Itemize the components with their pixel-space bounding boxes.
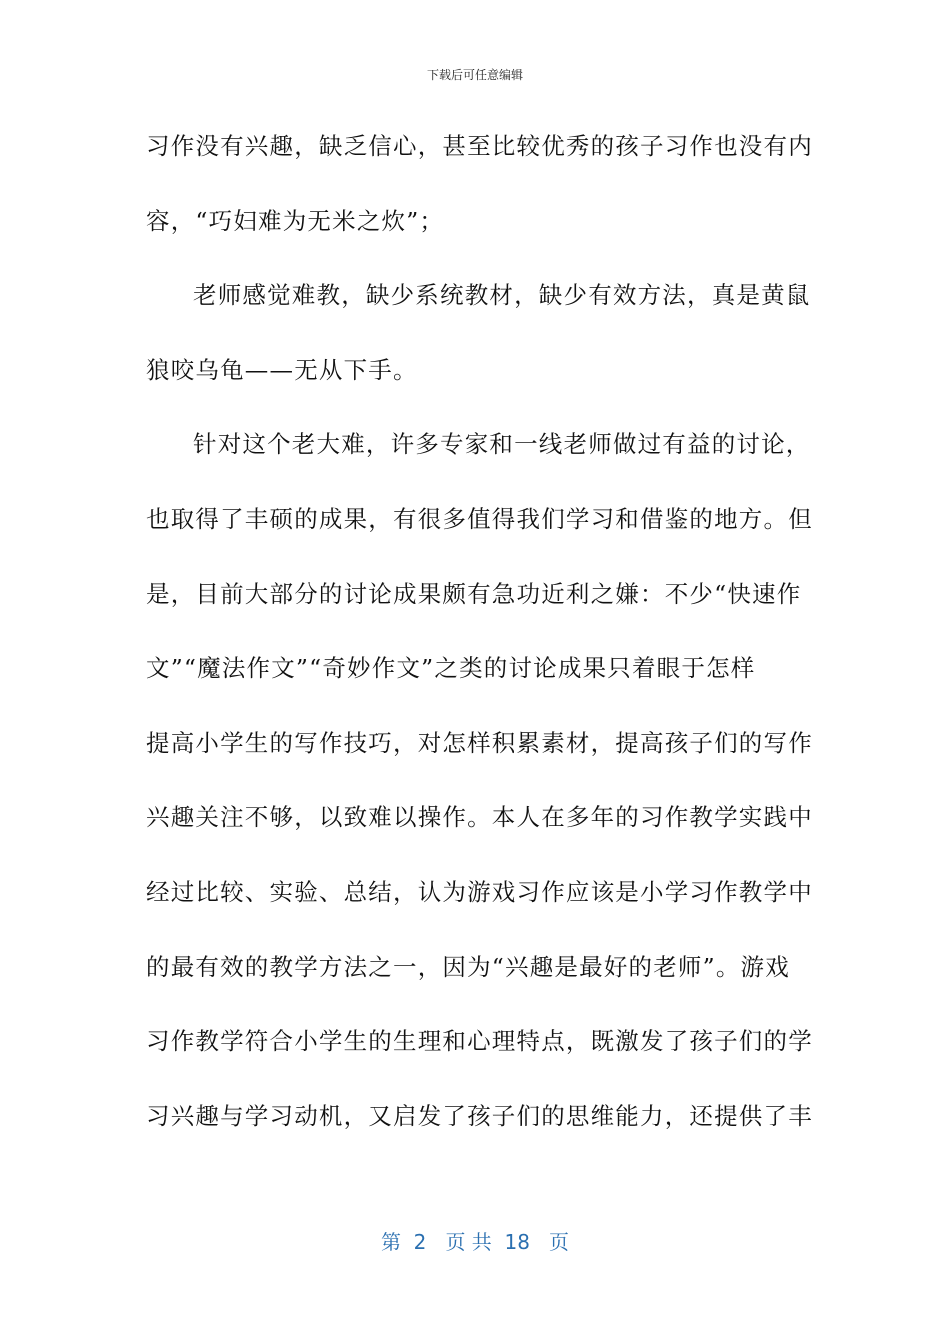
- text-line: 提高小学生的写作技巧，对怎样积累素材，提高孩子们的写作: [146, 728, 813, 757]
- text-line: 是，目前大部分的讨论成果颇有急功近利之嫌：不少“快速作: [146, 579, 802, 608]
- text-line: 习作没有兴趣，缺乏信心，甚至比较优秀的孩子习作也没有内: [146, 132, 813, 160]
- text-line: 习作教学符合小学生的生理和心理特点，既激发了孩子们的学: [146, 1027, 813, 1056]
- text-line: 狼咬乌龟——无从下手。: [146, 355, 418, 384]
- text-line: 针对这个老大难，许多专家和一线老师做过有益的讨论，: [193, 430, 811, 459]
- text-line: 文”“魔法作文”“奇妙作文”之类的讨论成果只着眼于怎样: [146, 654, 756, 683]
- document-body: [146, 128, 813, 1172]
- text-line: 也取得了丰硕的成果，有很多值得我们学习和借鉴的地方。但: [146, 504, 813, 533]
- page-number-footer: 第 2 页 共 18 页: [380, 1230, 570, 1254]
- text-line: 兴趣关注不够，以致难以操作。本人在多年的习作教学实践中: [146, 803, 813, 832]
- page-header: 下载后可任意编辑: [426, 68, 523, 82]
- text-line: 经过比较、实验、总结，认为游戏习作应该是小学习作教学中: [146, 877, 813, 906]
- text-line: 的最有效的教学方法之一，因为“兴趣是最好的老师”。游戏: [146, 952, 790, 981]
- text-line: 老师感觉难教，缺少系统教材，缺少有效方法，真是黄鼠: [193, 281, 811, 310]
- text-line: 习兴趣与学习动机，又启发了孩子们的思维能力，还提供了丰: [146, 1101, 813, 1130]
- text-line: 容，“巧妇难为无米之炊”；: [146, 206, 445, 235]
